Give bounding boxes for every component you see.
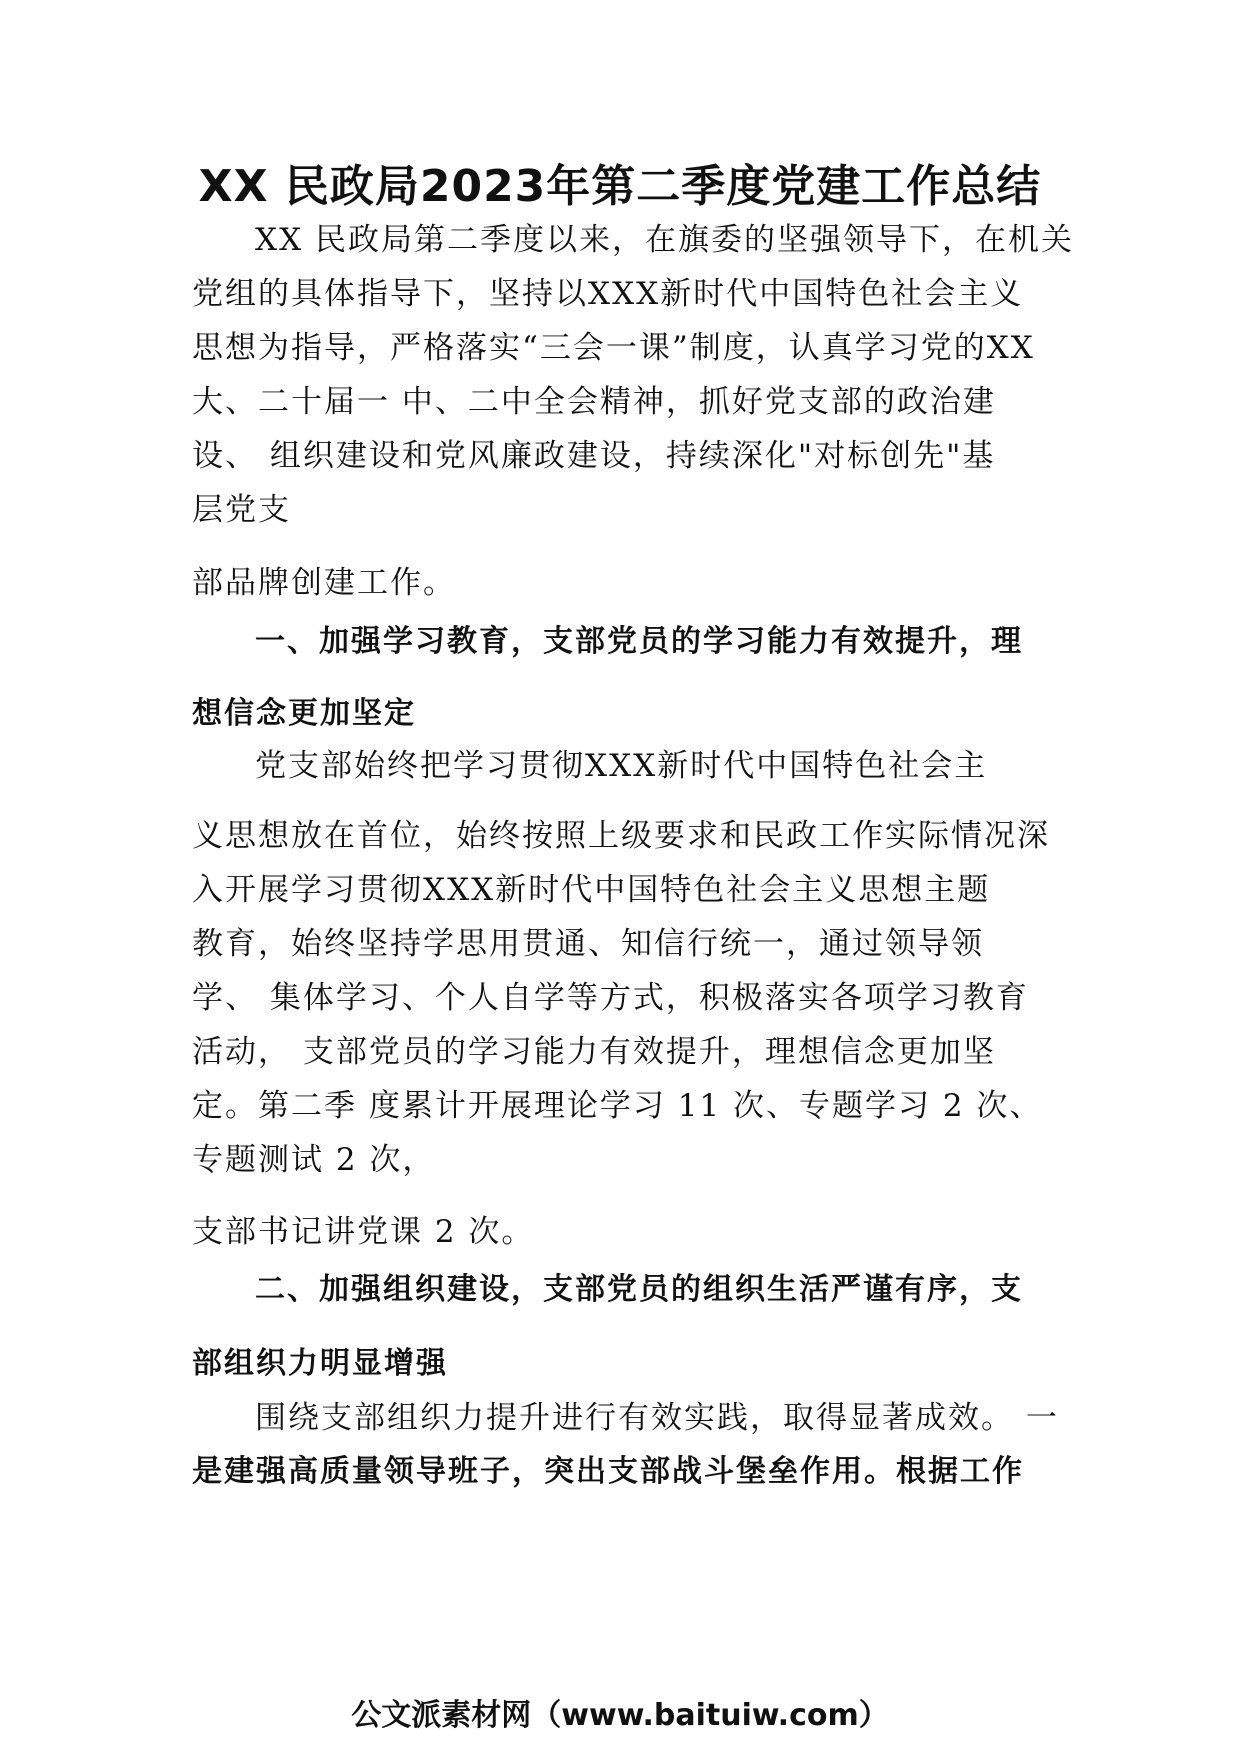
paragraph-2-line-9: 支部书记讲党课 2 次。: [192, 1214, 535, 1250]
paragraph-2-line-3: 入开展学习贯彻XXX新时代中国特色社会主义思想主题: [192, 872, 991, 908]
paragraph-1-line-6: 层党支: [192, 492, 291, 528]
paragraph-2-line-5: 学、 集体学习、个人自学等方式，积极落实各项学习教育: [192, 980, 1029, 1016]
section-heading-1-line-1: 一、加强学习教育，支部党员的学习能力有效提升，理: [255, 624, 1023, 659]
paragraph-1-line-5: 设、 组织建设和党风廉政建设，持续深化"对标创先"基: [192, 438, 996, 474]
paragraph-1-line-7: 部品牌创建工作。: [192, 565, 456, 601]
paragraph-3-line-1: 围绕支部组织力提升进行有效实践，取得显著成效。 一: [255, 1400, 1059, 1436]
footer-watermark-text: 公文派素材网（www.baituiw.com）: [351, 1698, 889, 1733]
paragraph-1-line-4: 大、二十届一 中、二中全会精神，抓好党支部的政治建: [192, 384, 996, 420]
section-heading-2-line-1: 二、加强组织建设，支部党员的组织生活严谨有序，支: [255, 1272, 1023, 1307]
paragraph-2-line-1: 党支部始终把学习贯彻XXX新时代中国特色社会主: [255, 748, 988, 784]
paragraph-1-line-1: XX 民政局第二季度以来，在旗委的坚强领导下，在机关: [255, 222, 1074, 258]
paragraph-1-line-2: 党组的具体指导下，坚持以XXX新时代中国特色社会主义: [192, 276, 1024, 312]
paragraph-3-bold-line: 是建强高质量领导班子，突出支部战斗堡垒作用。根据工作: [192, 1454, 1024, 1489]
paragraph-2-line-4: 教育，始终坚持学思用贯通、知信行统一，通过领导领: [192, 926, 984, 962]
document-title: XX 民政局2023年第二季度党建工作总结: [198, 161, 1042, 212]
paragraph-2-line-2: 义思想放在首位，始终按照上级要求和民政工作实际情况深: [192, 818, 1050, 854]
paragraph-1-line-3: 思想为指导，严格落实“三会一课”制度，认真学习党的XX: [192, 330, 1035, 366]
paragraph-2-line-6: 活动， 支部党员的学习能力有效提升，理想信念更加坚: [192, 1034, 996, 1070]
paragraph-2-line-7: 定。第二季 度累计开展理论学习 11 次、专题学习 2 次、: [192, 1088, 1043, 1124]
section-heading-1-line-2: 想信念更加坚定: [192, 696, 416, 731]
paragraph-2-line-8: 专题测试 2 次，: [192, 1142, 436, 1178]
section-heading-2-line-2: 部组织力明显增强: [192, 1346, 448, 1381]
